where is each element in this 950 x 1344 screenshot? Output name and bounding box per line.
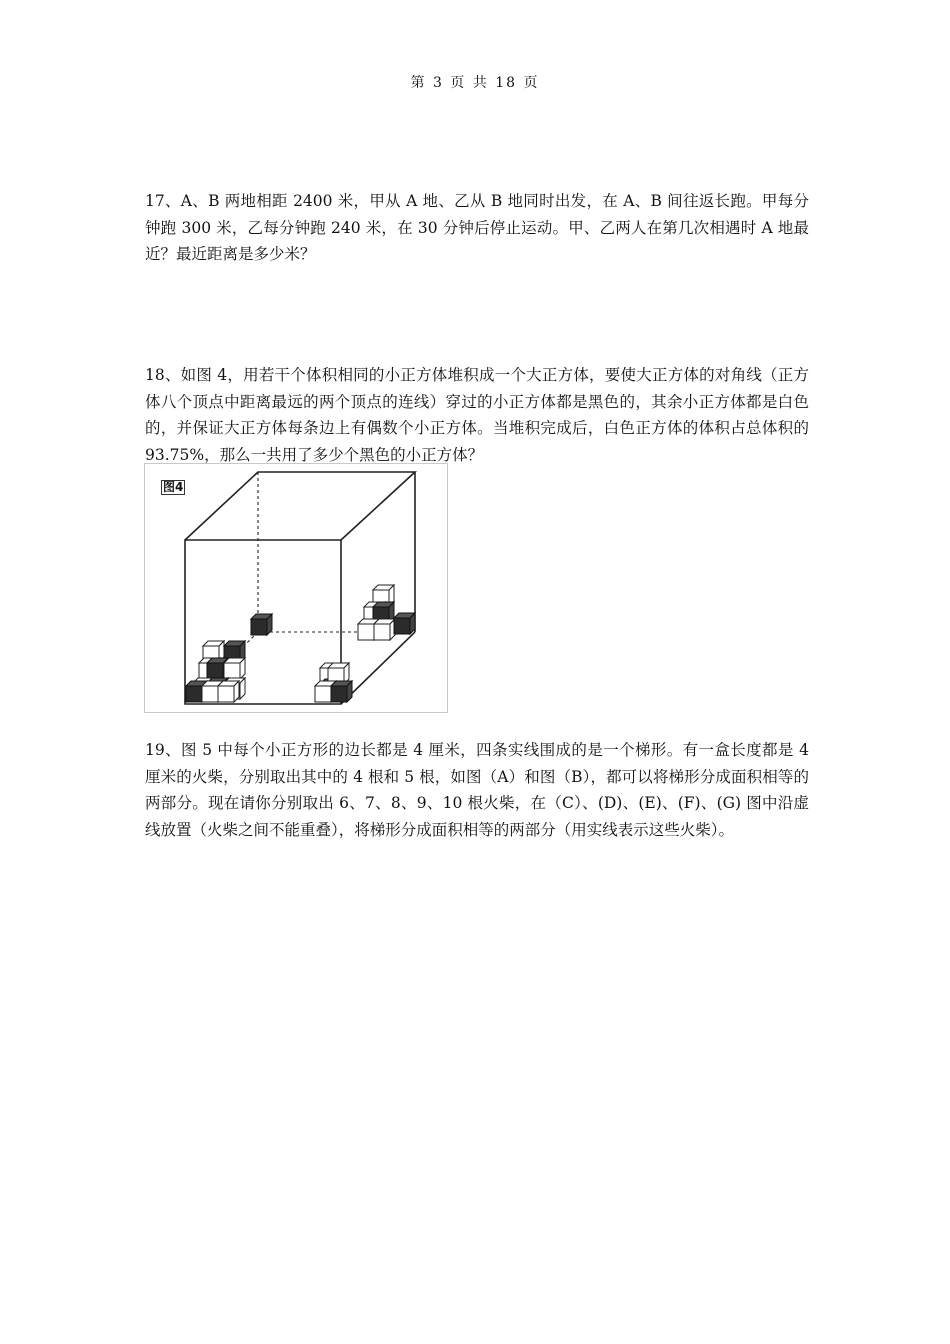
question-18: 18、如图 4，用若干个体积相同的小正方体堆积成一个大正方体，要使大正方体的对角线（正方体八个顶点中距离最远的两个顶点的连线）穿过的小正方体都是黑色的，其余小正方体都是白色的，并保证大正方体每条边上有偶数个小正方体。当堆积完成后，白色正方体的体积占总体积的 93.75%，那么一共用了多少个黑色的小正方体？ bbox=[145, 366, 809, 464]
figure-4 bbox=[144, 463, 448, 713]
stack-right-front bbox=[315, 663, 352, 702]
page-header: 第 3 页 共 18 页 bbox=[410, 75, 540, 91]
cube-back-left bbox=[251, 614, 272, 635]
stack-right-back bbox=[358, 585, 415, 640]
question-19: 19、图 5 中每个小正方形的边长都是 4 厘米，四条实线围成的是一个梯形。有一盒长度都是 4 厘米的火柴，分别取出其中的 4 根和 5 根，如图（A）和图（B），都可以将梯形分成面积相等的两部分。现在请你分别取出 6、7、8、9、10 根火柴，在（C）、(D)、(E)、(F)、(G) 图中沿虚线放置（火柴之间不能重叠），将梯形分成面积相等的两部分（用实线表示这些火柴）。 bbox=[145, 741, 809, 839]
question-17: 17、A、B 两地相距 2400 米，甲从 A 地、乙从 B 地同时出发，在 A、B 间往返长跑。甲每分钟跑 300 米，乙每分钟跑 240 米，在 30 分钟后停止运动。甲、乙两人在第几次相遇时 A 地最近？最近距离是多少米？ bbox=[145, 192, 809, 263]
stack-left-front bbox=[186, 641, 245, 702]
cube-diagram bbox=[145, 464, 447, 712]
figure-4-label: 图4 bbox=[163, 480, 184, 494]
